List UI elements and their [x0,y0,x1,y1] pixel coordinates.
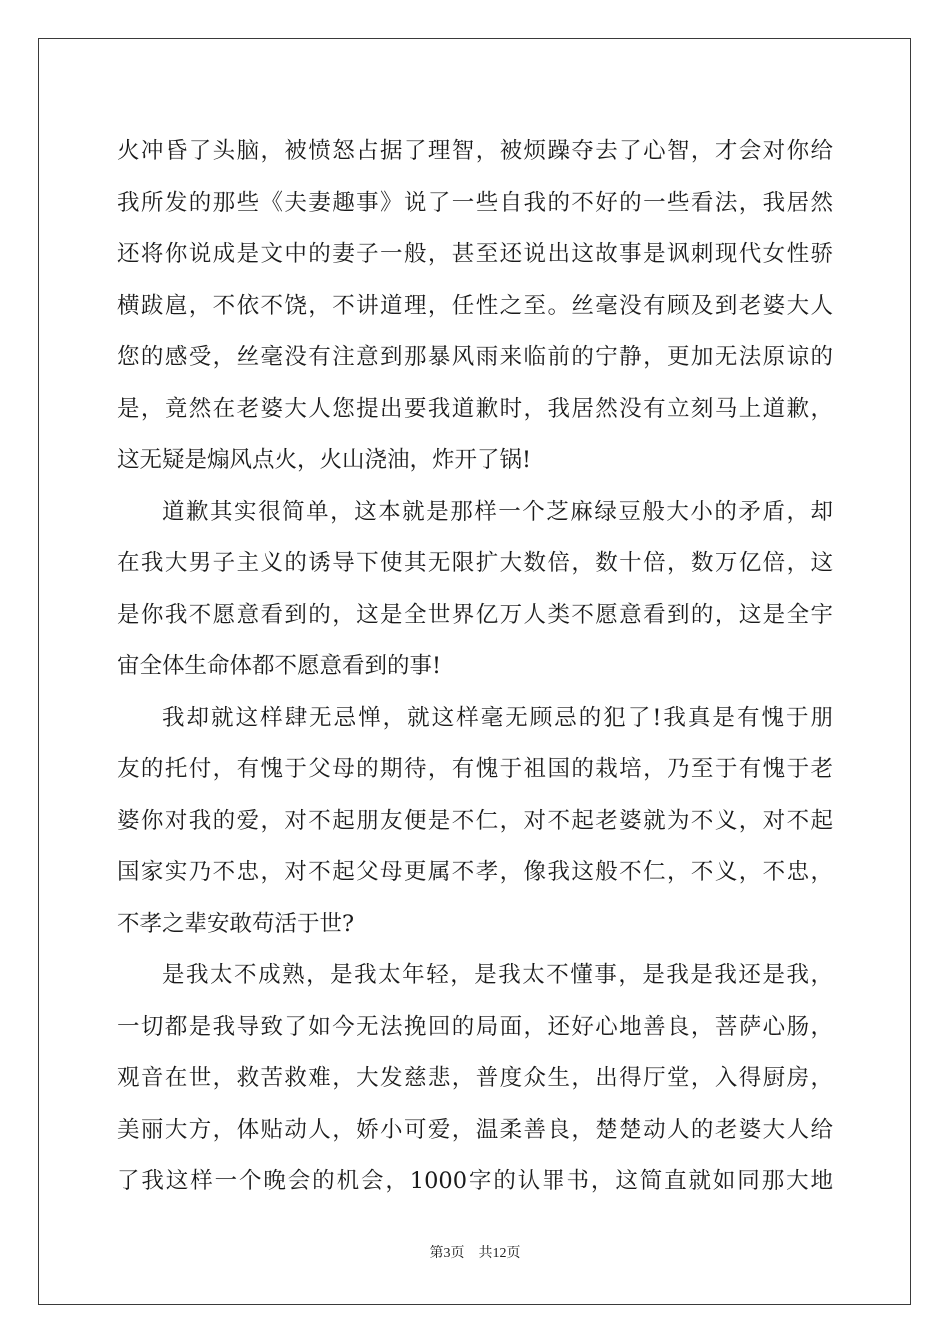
text-line: 横跋扈，不依不饶，不讲道理，任性之至。丝毫没有顾及到老婆大人 [117,292,833,319]
text-line: 火冲昏了头脑，被愤怒占据了理智，被烦躁夺去了心智，才会对你给 [117,138,833,164]
text-line: 美丽大方，体贴动人，娇小可爱，温柔善良，楚楚动人的老婆大人给 [117,1116,833,1143]
text-line: 了我这样一个晚会的机会，1000字的认罪书，这简直就如同那大地 [117,1168,833,1194]
text-line: 婆你对我的爱，对不起朋友便是不仁，对不起老婆就为不义，对不起 [117,807,833,834]
text-line: 国家实乃不忠，对不起父母更属不孝，像我这般不仁，不义，不忠， [117,859,833,885]
text-line: 是，竟然在老婆大人您提出要我道歉时，我居然没有立刻马上道歉， [117,395,833,422]
page-number: 第3页 [429,1246,465,1261]
page-total: 共12页 [478,1246,521,1261]
document-body [117,126,833,1208]
text-line: 宙全体生命体都不愿意看到的事! [117,653,442,679]
text-line: 还将你说成是文中的妻子一般，甚至还说出这故事是讽刺现代女性骄 [117,241,833,267]
paragraph-first-line: 道歉其实很简单，这本就是那样一个芝麻绿豆般大小的矛盾，却 [162,498,833,525]
page-footer [0,1242,950,1262]
text-line: 友的托付，有愧于父母的期待，有愧于祖国的栽培，乃至于有愧于老 [117,756,833,782]
text-line: 我所发的那些《夫妻趣事》说了一些自我的不好的一些看法，我居然 [117,189,833,216]
paragraph-first-line: 我却就这样肆无忌惮，就这样毫无顾忌的犯了!我真是有愧于朋 [162,704,833,731]
text-line: 是你我不愿意看到的，这是全世界亿万人类不愿意看到的，这是全宇 [117,601,833,628]
text-line: 您的感受，丝毫没有注意到那暴风雨来临前的宁静，更加无法原谅的 [117,344,833,370]
text-line: 不孝之辈安敢苟活于世? [117,910,355,937]
text-line: 一切都是我导致了如今无法挽回的局面，还好心地善良，菩萨心肠， [117,1013,833,1040]
text-line: 这无疑是煽风点火，火山浇油，炸开了锅! [117,447,532,473]
text-line: 观音在世，救苦救难，大发慈悲，普度众生，出得厅堂，入得厨房， [117,1065,833,1091]
paragraph-first-line: 是我太不成熟，是我太年轻，是我太不懂事，是我是我还是我， [162,962,833,988]
text-line: 在我大男子主义的诱导下使其无限扩大数倍，数十倍，数万亿倍，这 [117,550,833,576]
